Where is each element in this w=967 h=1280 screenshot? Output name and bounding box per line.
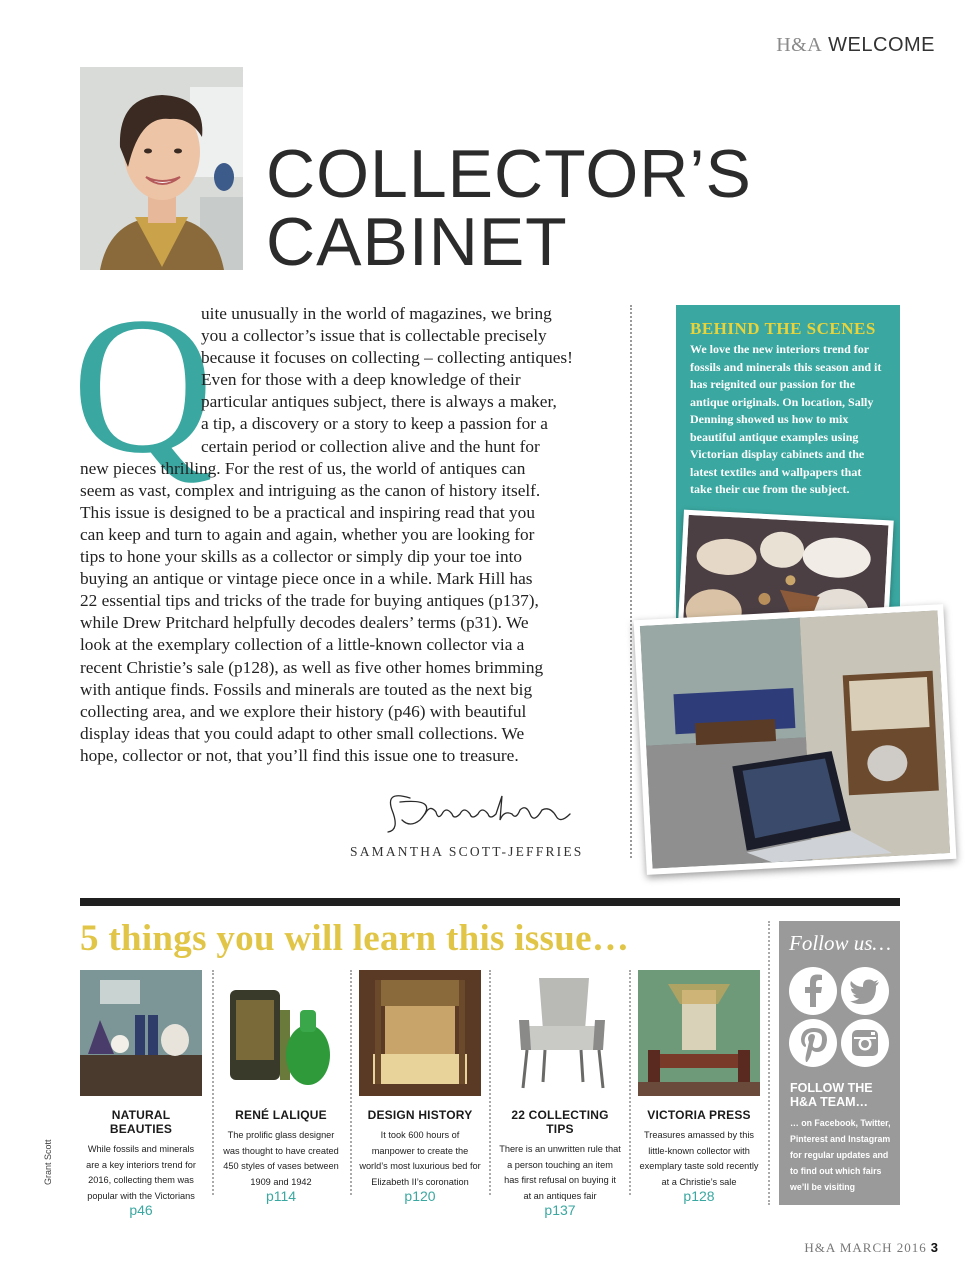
editors-letter — [80, 303, 600, 767]
thing-description: While fossils and minerals are a key interiors trend for 2016, collecting them was popular with the Victorians — [86, 1144, 196, 1201]
thing-title: RENÉ LALIQUE — [235, 1108, 327, 1122]
letter-line: certain period or collection alive and the hunt for — [201, 436, 540, 456]
thing-image — [359, 970, 481, 1096]
letter-line: collecting area, and we explore their history (p46) with beautiful — [80, 701, 527, 721]
section-tag — [776, 34, 935, 57]
thing-image — [80, 970, 202, 1096]
chair-image — [499, 970, 621, 1096]
letter-line: particular antiques subject, there is always a maker, — [201, 392, 557, 412]
editor-portrait — [80, 67, 243, 270]
thing-description: It took 600 hours of manpower to create the world’s most luxurious bed for Elizabeth II’s coronation — [359, 1130, 481, 1187]
thing-title: NATURAL BEAUTIES — [109, 1108, 173, 1136]
page-footer — [804, 1240, 939, 1256]
column-divider — [630, 305, 632, 858]
brand-logo: H&A — [776, 34, 823, 56]
letter-line: seem as vast, complex and intriguing as the canon of history itself. — [80, 480, 541, 500]
follow-divider — [768, 921, 770, 1205]
letter-line: 22 essential tips and tricks of the trade for buying antiques (p137), — [80, 591, 539, 611]
thing-divider — [629, 970, 631, 1195]
things-list — [80, 970, 770, 1218]
pinterest-icon[interactable] — [789, 1019, 837, 1067]
section-rule — [80, 898, 900, 906]
thing-description: There is an unwritten rule that a person touching an item has first refusal on buying it at an antiques fair — [499, 1144, 621, 1201]
letter-line: uite unusually in the world of magazines, we bring — [201, 304, 552, 323]
follow-us-box — [779, 921, 900, 1205]
letter-line: recent Christie’s sale (p128), as well as five other homes brimming — [80, 657, 544, 677]
section-label: WELCOME — [828, 34, 935, 56]
page-title — [266, 136, 752, 280]
letter-line: look at the exemplary collection of a little-known collector via a — [80, 635, 525, 655]
bed-image — [359, 970, 481, 1096]
title-line-2: CABINET — [266, 204, 568, 280]
letter-line: buying an antique or vintage piece once in a while. Mark Hill has — [80, 569, 533, 589]
drop-cap: Q — [72, 277, 214, 494]
interior-image — [640, 610, 950, 868]
thing-title: DESIGN HISTORY — [367, 1108, 473, 1122]
thing-title: 22 COLLECTING TIPS — [511, 1108, 609, 1136]
portrait-image — [80, 67, 243, 270]
thing-divider — [489, 970, 491, 1195]
signer-name: SAMANTHA SCOTT-JEFFRIES — [350, 844, 584, 859]
follow-team-heading: FOLLOW THE H&A TEAM… — [790, 1081, 873, 1109]
interior-photo — [634, 604, 957, 875]
footer-text: H&A MARCH 2016 — [804, 1240, 927, 1255]
thing-title: VICTORIA PRESS — [647, 1108, 751, 1122]
instagram-icon[interactable] — [841, 1019, 889, 1067]
thing-natural-beauties — [80, 970, 210, 1218]
handwritten-signature — [380, 780, 600, 840]
thing-page-link[interactable]: p120 — [404, 1188, 436, 1204]
things-heading: 5 things you will learn this issue… — [80, 918, 630, 959]
thing-rene-lalique — [220, 970, 350, 1205]
letter-line: display ideas that you could adapt to other small collections. We — [80, 723, 525, 743]
thing-description: The prolific glass designer was thought to have created 450 styles of vases between 1909 and 1942 — [223, 1130, 339, 1187]
thing-page-link[interactable]: p137 — [544, 1202, 576, 1218]
letter-line: while Drew Pritchard helpfully decodes dealers’ terms (p31). We — [80, 613, 529, 633]
thing-description: Treasures amassed by this little-known collector with exemplary taste sold recently at a Christie’s sale — [639, 1130, 759, 1187]
glass-image — [220, 970, 342, 1096]
letter-line: because it focuses on collecting – collecting antiques! — [201, 348, 573, 368]
letter-line: This issue is designed to be a practical and inspiring read that you — [80, 502, 535, 522]
facebook-icon[interactable] — [789, 967, 837, 1015]
thing-divider — [212, 970, 214, 1195]
letter-line: new pieces thrilling. For the rest of us, the world of antiques can — [80, 458, 526, 478]
behind-the-scenes-title: BEHIND THE SCENES — [690, 319, 876, 338]
thing-page-link[interactable]: p128 — [683, 1188, 715, 1204]
page-number: 3 — [930, 1240, 939, 1255]
letter-line: a tip, a discovery or a story to keep a passion for a — [201, 414, 548, 434]
dining-room-image — [638, 970, 760, 1096]
minerals-image — [80, 970, 202, 1096]
letter-line: tips to hone your skills as a collector or simply dip your toe into — [80, 547, 523, 567]
twitter-icon[interactable] — [841, 967, 889, 1015]
thing-design-history — [359, 970, 489, 1205]
letter-line: with antique finds. Fossils and minerals are touted as the next big — [80, 679, 533, 699]
letter-line: Even for those with a deep knowledge of their — [201, 370, 521, 390]
photo-credit: Grant Scott — [43, 1139, 53, 1185]
thing-page-link[interactable]: p114 — [265, 1188, 297, 1204]
thing-victoria-press — [638, 970, 768, 1205]
thing-image — [499, 970, 621, 1096]
behind-the-scenes-text: We love the new interiors trend for fossils and minerals this season and it has reignited our passion for the antique originals. On location, Sally Denning showed us how to mix beautiful antique examples using Victorian display cabinets and the latest textiles and wallpapers that take their cue from the subject. — [690, 342, 882, 496]
follow-description: … on Facebook, Twitter, Pinterest and Instagram for regular updates and to find out which fairs we’ll be visiting — [790, 1118, 891, 1192]
thing-page-link[interactable]: p46 — [129, 1202, 153, 1218]
letter-line: you a collector’s issue that is collectable precisely — [201, 326, 547, 346]
thing-divider — [350, 970, 352, 1195]
letter-line: hope, collector or not, that you’ll find this issue one to treasure. — [80, 745, 519, 765]
signature — [380, 780, 600, 844]
title-line-1: COLLECTOR’S — [266, 136, 752, 212]
thing-image — [638, 970, 760, 1096]
follow-heading: Follow us… — [789, 931, 892, 955]
letter-line: can keep and turn to again and again, whether you are looking for — [80, 524, 535, 544]
thing-22-collecting-tips — [499, 970, 629, 1218]
thing-image — [220, 970, 342, 1096]
